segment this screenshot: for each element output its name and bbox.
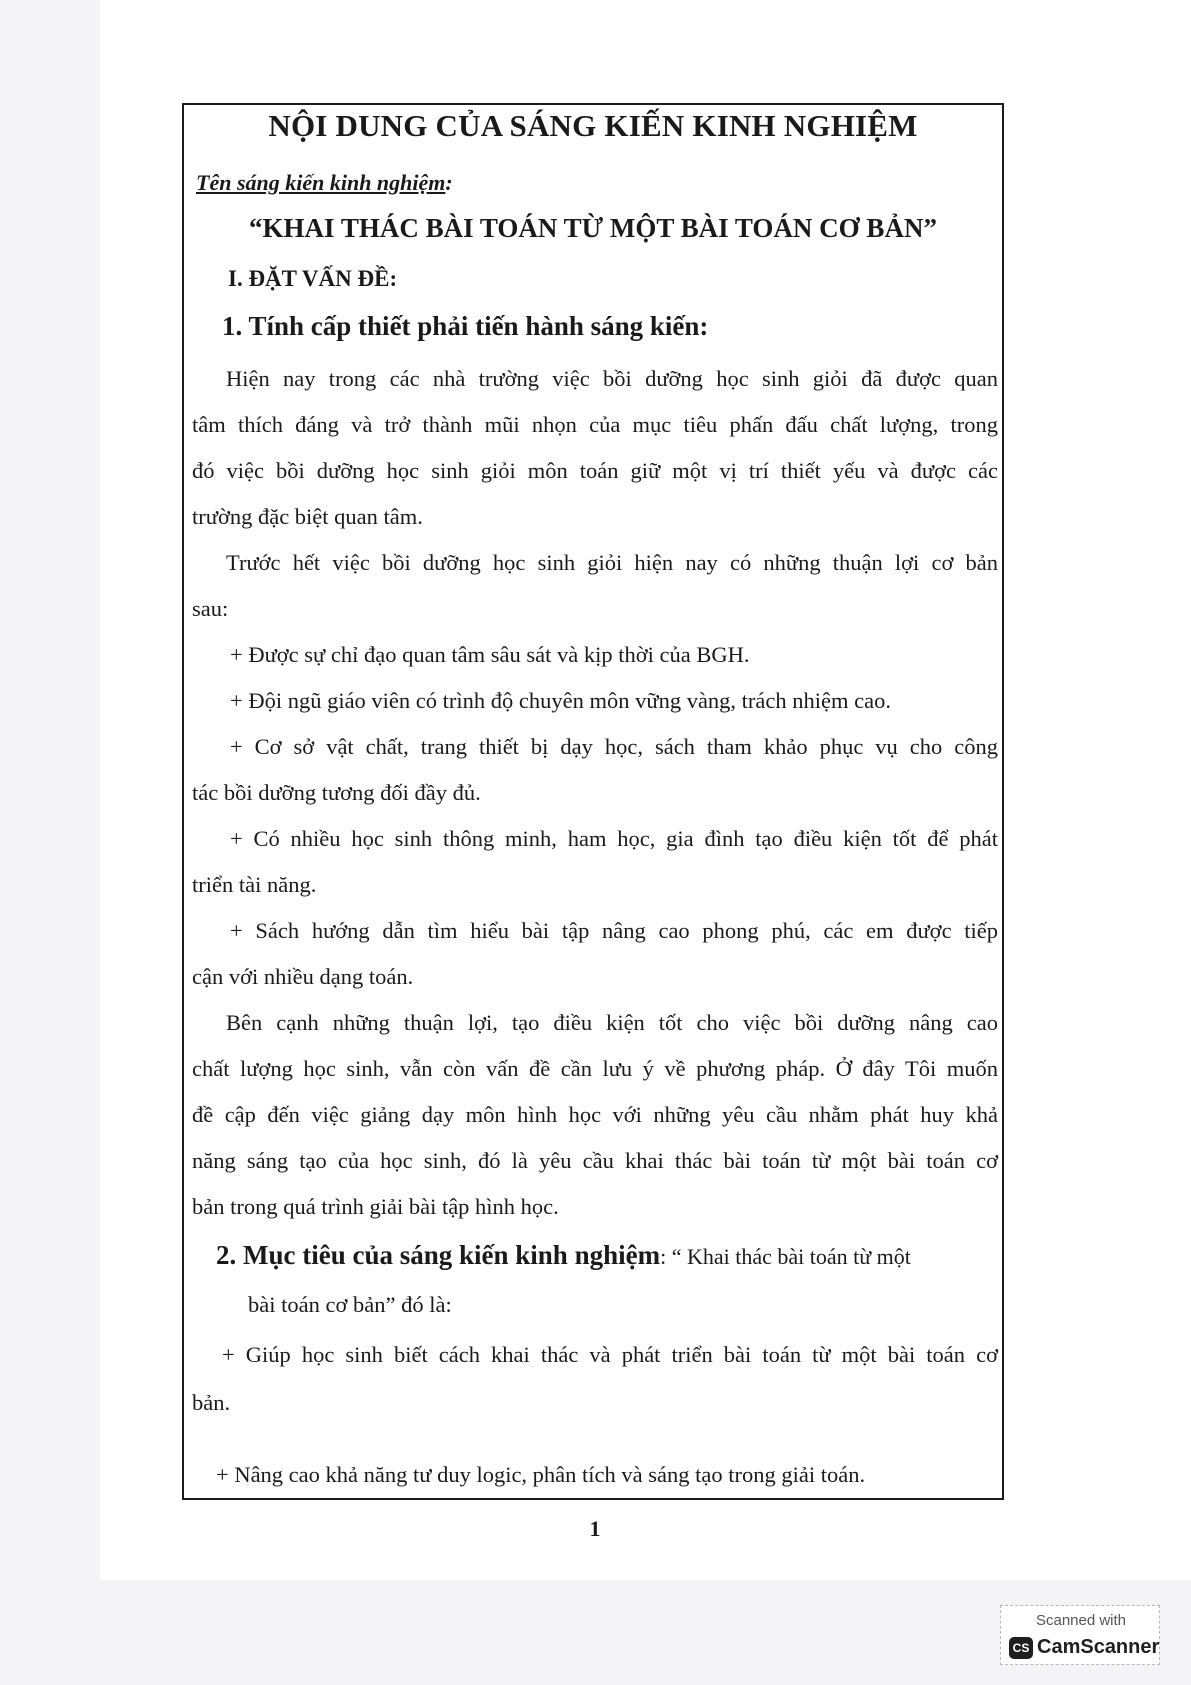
subheading-2 — [216, 1240, 911, 1271]
bullet-item: + Đội ngũ giáo viên có trình độ chuyên môn vững vàng, trách nhiệm cao. — [230, 688, 891, 713]
bullet-item-continuation: triển tài năng. — [192, 872, 317, 897]
camscanner-watermark — [1000, 1605, 1160, 1665]
camscanner-logo-icon: CS — [1009, 1637, 1033, 1659]
bullet-item: + Cơ sở vật chất, trang thiết bị dạy học, sách tham khảo phục vụ cho công — [230, 734, 998, 759]
subheading-2-bold: 2. Mục tiêu của sáng kiến kinh nghiệm — [216, 1240, 661, 1270]
subheading-1: 1. Tính cấp thiết phải tiến hành sáng kiến: — [222, 311, 709, 341]
initiative-label-text: Tên sáng kiến kinh nghiệm — [196, 170, 446, 195]
paragraph-1-line: đó việc bồi dưỡng học sinh giỏi môn toán giữ một vị trí thiết yếu và được các — [192, 458, 998, 483]
paragraph-3-line: bản trong quá trình giải bài tập hình học. — [192, 1194, 559, 1219]
bullet-item-continuation: tác bồi dưỡng tương đối đầy đủ. — [192, 780, 481, 805]
paragraph-1-line: trường đặc biệt quan tâm. — [192, 504, 423, 529]
bullet-item: + Được sự chỉ đạo quan tâm sâu sát và kịp thời của BGH. — [230, 642, 750, 667]
watermark-brand: CamScanner — [1037, 1636, 1160, 1658]
paragraph-3-line: chất lượng học sinh, vẫn còn vấn đề cần lưu ý về phương pháp. Ở đây Tôi muốn — [192, 1056, 998, 1081]
paragraph-1-line: Hiện nay trong các nhà trường việc bồi dưỡng học sinh giỏi đã được quan — [226, 366, 998, 391]
document-title: NỘI DUNG CỦA SÁNG KIẾN KINH NGHIỆM — [268, 108, 918, 143]
watermark-top-text: Scanned with — [1035, 1612, 1127, 1629]
initiative-label-colon: : — [445, 170, 453, 195]
paragraph-2-line: sau: — [192, 596, 229, 621]
bullet-item-continuation: cận với nhiều dạng toán. — [192, 964, 414, 989]
bullet-item-continuation: bản. — [192, 1390, 231, 1415]
paragraph-1-line: tâm thích đáng và trở thành mũi nhọn của mục tiêu phấn đấu chất lượng, trong — [192, 412, 998, 437]
page-number: 1 — [589, 1516, 601, 1541]
paragraph-3-line: Bên cạnh những thuận lợi, tạo điều kiện tốt cho việc bồi dưỡng nâng cao — [226, 1010, 998, 1035]
bullet-item: + Giúp học sinh biết cách khai thác và phát triển bài toán từ một bài toán cơ — [222, 1342, 998, 1367]
section-heading-1: I. ĐẶT VẤN ĐỀ: — [228, 266, 398, 291]
paragraph-3-line: đề cập đến việc giảng dạy môn hình học với những yêu cầu nhằm phát huy khả — [192, 1102, 998, 1127]
subheading-2-rest: : “ Khai thác bài toán từ một — [660, 1244, 911, 1269]
paragraph-2-line: Trước hết việc bồi dưỡng học sinh giỏi hiện nay có những thuận lợi cơ bản — [226, 550, 998, 575]
subheading-2-continuation: bài toán cơ bản” đó là: — [248, 1292, 452, 1317]
initiative-title: “KHAI THÁC BÀI TOÁN TỪ MỘT BÀI TOÁN CƠ BẢN” — [249, 213, 937, 243]
paragraph-3-line: năng sáng tạo của học sinh, đó là yêu cầu khai thác bài toán từ một bài toán cơ — [192, 1148, 998, 1173]
bullet-item: + Sách hướng dẫn tìm hiểu bài tập nâng cao phong phú, các em được tiếp — [230, 918, 998, 943]
bullet-item: + Có nhiều học sinh thông minh, ham học, gia đình tạo điều kiện tốt để phát — [230, 826, 998, 851]
bullet-item: + Nâng cao khả năng tư duy logic, phân tích và sáng tạo trong giải toán. — [216, 1462, 866, 1487]
initiative-label — [196, 170, 453, 196]
